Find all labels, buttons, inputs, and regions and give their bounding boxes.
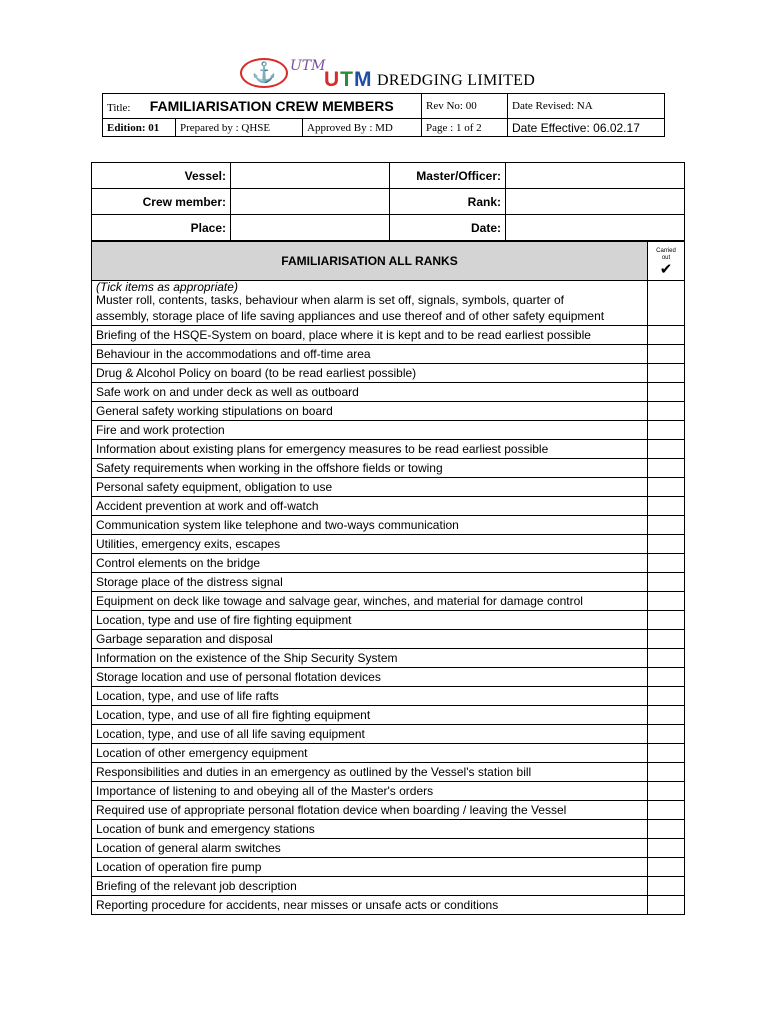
checklist-row [92, 630, 685, 649]
tick-box[interactable] [648, 364, 685, 383]
checklist-item: Information about existing plans for emergency measures to be read earliest possible [92, 440, 648, 459]
checklist-item: Garbage separation and disposal [92, 630, 648, 649]
tick-box[interactable] [648, 801, 685, 820]
date-label: Date: [390, 215, 506, 241]
checklist-row [92, 877, 685, 896]
master-officer-field[interactable] [506, 163, 685, 189]
familiarisation-checklist [91, 241, 685, 915]
checklist-item: Briefing of the HSQE-System on board, place where it is kept and to be read earliest possible [92, 326, 648, 345]
tick-box[interactable] [648, 782, 685, 801]
checkmark-icon: ✔ [659, 260, 673, 278]
checklist-row [92, 497, 685, 516]
crew-member-label: Crew member: [92, 189, 231, 215]
checklist-row [92, 763, 685, 782]
checklist-item: Safe work on and under deck as well as outboard [92, 383, 648, 402]
master-officer-label: Master/Officer: [390, 163, 506, 189]
tick-box[interactable] [648, 706, 685, 725]
crew-info-table [91, 162, 685, 241]
checklist-row [92, 858, 685, 877]
title-cell [103, 94, 422, 119]
checklist-row [92, 687, 685, 706]
edition: Edition: 01 [103, 119, 176, 137]
checklist-row [92, 459, 685, 478]
checklist-row [92, 592, 685, 611]
checklist-row [92, 725, 685, 744]
tick-box[interactable] [648, 440, 685, 459]
tick-box[interactable] [648, 326, 685, 345]
checklist-row [92, 402, 685, 421]
tick-box[interactable] [648, 649, 685, 668]
checklist-item: Fire and work protection [92, 421, 648, 440]
tick-box[interactable] [648, 820, 685, 839]
place-label: Place: [92, 215, 231, 241]
checklist-item: Communication system like telephone and two-ways communication [92, 516, 648, 535]
tick-box[interactable] [648, 858, 685, 877]
tick-box[interactable] [648, 668, 685, 687]
checklist-item: Required use of appropriate personal flotation device when boarding / leaving the Vessel [92, 801, 648, 820]
script-monogram: UTM [290, 58, 326, 74]
date-effective: Date Effective: 06.02.17 [508, 119, 665, 137]
checklist-row [92, 706, 685, 725]
tick-box[interactable] [648, 573, 685, 592]
date-revised: Date Revised: NA [508, 94, 665, 119]
prepared-by: Prepared by : QHSE [176, 119, 303, 137]
checklist-row [92, 326, 685, 345]
checklist-item: Utilities, emergency exits, escapes [92, 535, 648, 554]
brand-m: M [354, 68, 373, 91]
checklist-row [92, 345, 685, 364]
carried-out-label: Carried out [656, 248, 676, 261]
page-number: Page : 1 of 2 [422, 119, 508, 137]
tick-box[interactable] [648, 839, 685, 858]
crew-member-field[interactable] [231, 189, 390, 215]
checklist-item: Location, type and use of fire fighting equipment [92, 611, 648, 630]
section-title: FAMILIARISATION ALL RANKS [92, 242, 648, 281]
checklist-row [92, 782, 685, 801]
tick-box[interactable] [648, 516, 685, 535]
tick-box[interactable] [648, 611, 685, 630]
place-field[interactable] [231, 215, 390, 241]
anchor-emblem [240, 58, 288, 88]
tick-box[interactable] [648, 402, 685, 421]
tick-box[interactable] [648, 877, 685, 896]
checklist-item: Storage location and use of personal flotation devices [92, 668, 648, 687]
rank-label: Rank: [390, 189, 506, 215]
checklist-row [92, 478, 685, 497]
checklist-item: Safety requirements when working in the offshore fields or towing [92, 459, 648, 478]
checklist-row [92, 364, 685, 383]
checklist-item: Personal safety equipment, obligation to use [92, 478, 648, 497]
checklist-item: Importance of listening to and obeying all of the Master's orders [92, 782, 648, 801]
carried-out-header [648, 242, 685, 281]
tick-box[interactable] [648, 687, 685, 706]
checklist-item: Reporting procedure for accidents, near misses or unsafe acts or conditions [92, 896, 648, 915]
checklist-item: Location, type, and use of all fire fighting equipment [92, 706, 648, 725]
tick-box[interactable] [648, 535, 685, 554]
checklist-item: Location of operation fire pump [92, 858, 648, 877]
checklist-item: Location, type, and use of life rafts [92, 687, 648, 706]
first-item-line1: Muster roll, contents, tasks, behaviour when alarm is set off, signals, symbols, quarter of [96, 293, 564, 307]
tick-box[interactable] [648, 554, 685, 573]
checklist-row [92, 383, 685, 402]
instruction-text: (Tick items as appropriate) [96, 280, 238, 294]
title-label: Title: [107, 102, 131, 114]
vessel-label: Vessel: [92, 163, 231, 189]
checklist-item: Equipment on deck like towage and salvage gear, winches, and material for damage control [92, 592, 648, 611]
company-logo [238, 56, 538, 92]
checklist-item: Location of bunk and emergency stations [92, 820, 648, 839]
checklist-item: Briefing of the relevant job description [92, 877, 648, 896]
checklist-row [92, 668, 685, 687]
checklist-row [92, 611, 685, 630]
checklist-item: Accident prevention at work and off-watch [92, 497, 648, 516]
company-name: DREDGING LIMITED [377, 72, 536, 89]
checklist-row [92, 554, 685, 573]
checklist-item: Behaviour in the accommodations and off-time area [92, 345, 648, 364]
document-title: FAMILIARISATION CREW MEMBERS [149, 98, 394, 114]
document-control-table [102, 93, 665, 137]
checklist-row [92, 649, 685, 668]
checklist-row [92, 801, 685, 820]
tick-box[interactable] [648, 383, 685, 402]
checklist-item: Storage place of the distress signal [92, 573, 648, 592]
checklist-row [92, 896, 685, 915]
checklist-row [92, 516, 685, 535]
checklist-item: Information on the existence of the Ship Security System [92, 649, 648, 668]
date-field[interactable] [506, 215, 685, 241]
rank-field[interactable] [506, 189, 685, 215]
checklist-item: Control elements on the bridge [92, 554, 648, 573]
approved-by: Approved By : MD [303, 119, 422, 137]
brand-u: U [324, 68, 341, 91]
brand-t: T [340, 68, 354, 91]
brand-utm [324, 68, 373, 92]
checklist-item: General safety working stipulations on board [92, 402, 648, 421]
checklist-row [92, 440, 685, 459]
tick-box[interactable] [648, 281, 685, 326]
tick-box[interactable] [648, 630, 685, 649]
tick-box[interactable] [648, 478, 685, 497]
checklist-row [92, 573, 685, 592]
checklist-row [92, 744, 685, 763]
checklist-row [92, 839, 685, 858]
tick-box[interactable] [648, 421, 685, 440]
tick-box[interactable] [648, 497, 685, 516]
tick-box[interactable] [648, 763, 685, 782]
anchor-icon: ⚓ [251, 62, 277, 84]
checklist-row [92, 421, 685, 440]
first-item-line2: assembly, storage place of life saving appliances and use thereof and of other safety equipment [92, 307, 648, 326]
tick-box[interactable] [648, 725, 685, 744]
checklist-row [92, 535, 685, 554]
tick-box[interactable] [648, 592, 685, 611]
vessel-field[interactable] [231, 163, 390, 189]
checklist-item: Location of other emergency equipment [92, 744, 648, 763]
tick-box[interactable] [648, 896, 685, 915]
tick-box[interactable] [648, 345, 685, 364]
instruction-cell [92, 281, 648, 308]
rev-no: Rev No: 00 [422, 94, 508, 119]
tick-box[interactable] [648, 459, 685, 478]
checklist-item: Location of general alarm switches [92, 839, 648, 858]
tick-box[interactable] [648, 744, 685, 763]
checklist-item: Drug & Alcohol Policy on board (to be read earliest possible) [92, 364, 648, 383]
checklist-item: Responsibilities and duties in an emergency as outlined by the Vessel's station bill [92, 763, 648, 782]
checklist-item: Location, type, and use of all life saving equipment [92, 725, 648, 744]
checklist-row [92, 820, 685, 839]
